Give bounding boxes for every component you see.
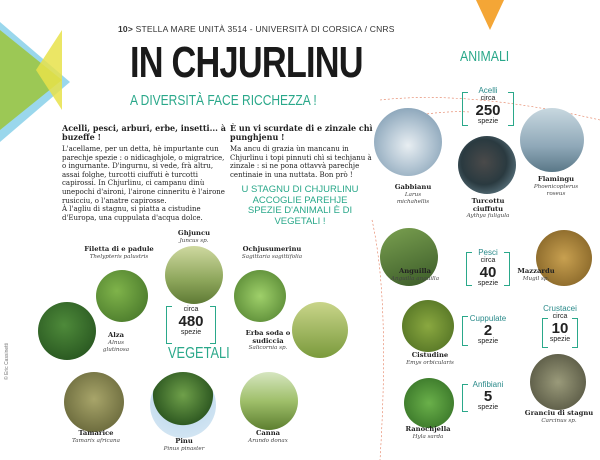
acelli-bracket-right <box>508 92 514 126</box>
page-subtitle: A DIVERSITÀ FACE RICCHEZZA ! <box>130 92 317 109</box>
vegetali-bracket-left <box>166 306 172 344</box>
cuppulate-bracket <box>462 316 468 346</box>
animali-title: ANIMALI <box>460 48 510 65</box>
label-ghjuncu: Ghjuncu Juncus sp. <box>177 229 211 244</box>
label-turcottu: Turcottu ciuffutu Aythya fuligula <box>466 197 510 219</box>
photo-flamingu <box>520 108 584 172</box>
label-ochjusumerinu: Ochjusumerinu Sagittaria sagittifolia <box>241 245 303 260</box>
label-filetta: Filetta di e padule Thelypteris palustris <box>84 245 154 260</box>
photo-erba-soda <box>292 302 348 358</box>
label-alza: Alza Alnus glutinosa <box>102 331 130 353</box>
anfibiani-bracket <box>462 384 468 412</box>
left-column-heading: Acelli, pesci, arburi, erbe, insetti... à buzeffe ! <box>62 123 226 142</box>
vegetali-bracket-right <box>210 306 216 344</box>
label-granciu: Granciu di stagnu Carcinus sp. <box>524 409 594 424</box>
photo-filetta <box>96 270 148 322</box>
crustacei-bracket-left <box>542 318 548 348</box>
vegetali-count: 480 <box>178 313 204 330</box>
pesci-count-badge: Pesci circa 40 spezie <box>477 248 499 287</box>
label-mazzardu: Mazzardu Mugil sp. <box>517 267 555 282</box>
left-column-body-2: À l'agliu di stagnu, si piatta a cistudine d'Europa, una cuppulata d'acqua dolce. <box>62 205 203 222</box>
crustacei-bracket-right <box>572 318 578 348</box>
photo-ghjuncu <box>165 246 223 304</box>
photo-turcottu <box>458 136 516 194</box>
anfibiani-count-badge: Anfibiani 5 spezie <box>472 380 504 411</box>
header-source <box>118 24 395 34</box>
photo-canna <box>240 372 298 430</box>
label-ranochjella: Ranochjella Hyla sarda <box>405 425 451 440</box>
vegetali-count-prefix: circa <box>183 306 199 313</box>
right-column-heading: È un vi scurdate di e zinzale chì punghjenu ! <box>230 123 373 142</box>
right-column-body: Ma ancu di grazia ùn mancanu in Chjurlinu i topi pinnuti chì si techjanu à zinzale : si ne pona ottavvà parechje centinaie in una nuttata. Bon prò ! <box>230 145 372 179</box>
acelli-bracket-left <box>462 92 468 126</box>
habitat-heading: U STAGNU DI CHJURLINU ACCOGLIE PAREHJE SPEZIE D'ANIMALI È DI VEGETALI ! <box>241 184 359 227</box>
page-number: 10> <box>118 24 134 34</box>
vegetali-title: VEGETALI <box>168 345 230 362</box>
photo-ochjusumerinu <box>234 270 286 322</box>
page-title: IN CHJURLINU <box>130 38 363 87</box>
vegetali-count-suffix: spezie <box>180 329 202 336</box>
label-anguilla: Anguilla Anguilla anguilla <box>390 267 440 282</box>
pesci-bracket-left <box>466 252 472 286</box>
label-pinu: Pinu Pinus pinaster <box>163 437 205 452</box>
left-text-column <box>62 124 226 222</box>
photo-alza <box>38 302 96 360</box>
left-column-body: L'acellame, per un detta, hè impurtante cun parechje spezie : o nidicaghjole, o migratrice, o ingurnante. D'ingurnu, si vede, frà altru, assai folghe, turcotti ciuffuti è turcotti capirossi. In Chjurlinu, ci campanu dinù unepochi d'aironi, l'airone cinneritu è l'airone rusicciu, o l'anatre capirosse. <box>62 145 225 205</box>
photo-cistudine <box>402 300 454 352</box>
label-cistudine: Cistudine Emys orbicularis <box>406 351 454 366</box>
right-text-column <box>230 124 378 179</box>
photo-gabbianu <box>374 108 442 176</box>
photo-credit: © Eric Cassinetti <box>4 342 10 380</box>
acelli-count-badge: Acelli circa 250 spezie <box>475 86 501 125</box>
source-line: STELLA MARE UNITÀ 3514 - UNIVERSITÀ DI CORSICA / CNRS <box>135 24 395 34</box>
label-tamarice: Tamarice Tamarix africana <box>72 429 120 444</box>
photo-ranochjella <box>404 378 454 428</box>
cuppulate-count-badge: Cuppulate 2 spezie <box>469 314 507 345</box>
photo-tamarice <box>64 372 124 432</box>
label-flamingu: Flamingu Phoenicopterus roseus <box>533 175 579 197</box>
crustacei-count-badge: Crustacei circa 10 spezie <box>543 304 577 343</box>
pesci-bracket-right <box>504 252 510 286</box>
label-canna: Canna Arundo donax <box>248 429 288 444</box>
vegetali-count-badge <box>168 306 214 337</box>
photo-pinu <box>150 372 216 438</box>
label-gabbianu: Gabbianu Larus michahellis <box>394 183 432 205</box>
photo-granciu <box>530 354 586 410</box>
label-erba-soda: Erba soda o sudiccia Salicornia sp. <box>245 329 291 351</box>
